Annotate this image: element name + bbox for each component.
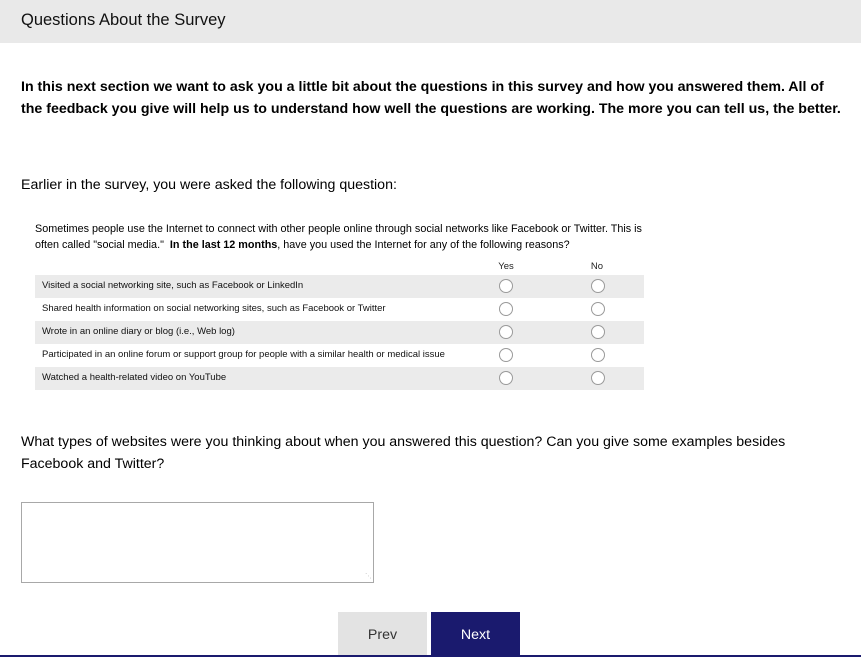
no-radio[interactable] bbox=[591, 348, 605, 362]
column-header-no: No bbox=[590, 261, 604, 272]
yes-radio[interactable] bbox=[499, 325, 513, 339]
yes-radio[interactable] bbox=[499, 279, 513, 293]
question-text-part1: Sometimes people use the Internet to connect with other people online through social networks like Facebook or Twitter. This is often called "social media." bbox=[35, 223, 642, 251]
grid-row bbox=[35, 344, 644, 367]
no-radio[interactable] bbox=[591, 325, 605, 339]
no-radio[interactable] bbox=[591, 371, 605, 385]
resize-grip-icon[interactable]: ⋱ bbox=[365, 573, 372, 580]
page-title: Questions About the Survey bbox=[21, 11, 226, 29]
column-header-yes: Yes bbox=[498, 261, 514, 272]
grid-row bbox=[35, 275, 644, 298]
grid-row-label: Watched a health-related video on YouTube bbox=[42, 372, 227, 383]
grid-row bbox=[35, 298, 644, 321]
page-header bbox=[0, 0, 861, 43]
answer-textarea[interactable] bbox=[21, 502, 374, 583]
earlier-question-label: Earlier in the survey, you were asked the following question: bbox=[21, 177, 397, 193]
previous-question bbox=[35, 221, 645, 253]
question-text-part2: , have you used the Internet for any of the following reasons? bbox=[277, 239, 570, 251]
yes-radio[interactable] bbox=[499, 348, 513, 362]
prev-button[interactable]: Prev bbox=[338, 612, 427, 657]
grid-row-label: Participated in an online forum or support group for people with a similar health or medical issue bbox=[42, 349, 445, 360]
grid-row-label: Visited a social networking site, such as Facebook or LinkedIn bbox=[42, 280, 304, 291]
question-text-emphasis: In the last 12 months bbox=[169, 239, 278, 251]
intro-text: In this next section we want to ask you a little bit about the questions in this survey and how you answered them. All of the feedback you give will help us to understand how well the questions are working. The more you can tell us, the better. bbox=[21, 79, 841, 117]
question-grid bbox=[35, 275, 644, 390]
grid-row-label: Wrote in an online diary or blog (i.e., Web log) bbox=[42, 326, 235, 337]
followup-question: What types of websites were you thinking about when you answered this question? Can you give some examples besides Facebook and Twitter? bbox=[21, 434, 786, 472]
no-radio[interactable] bbox=[591, 302, 605, 316]
grid-row bbox=[35, 367, 644, 390]
no-radio[interactable] bbox=[591, 279, 605, 293]
grid-row-label: Shared health information on social networking sites, such as Facebook or Twitter bbox=[42, 303, 386, 314]
next-button[interactable]: Next bbox=[431, 612, 520, 657]
grid-row bbox=[35, 321, 644, 344]
previous-question-text bbox=[35, 221, 645, 253]
yes-radio[interactable] bbox=[499, 371, 513, 385]
yes-radio[interactable] bbox=[499, 302, 513, 316]
